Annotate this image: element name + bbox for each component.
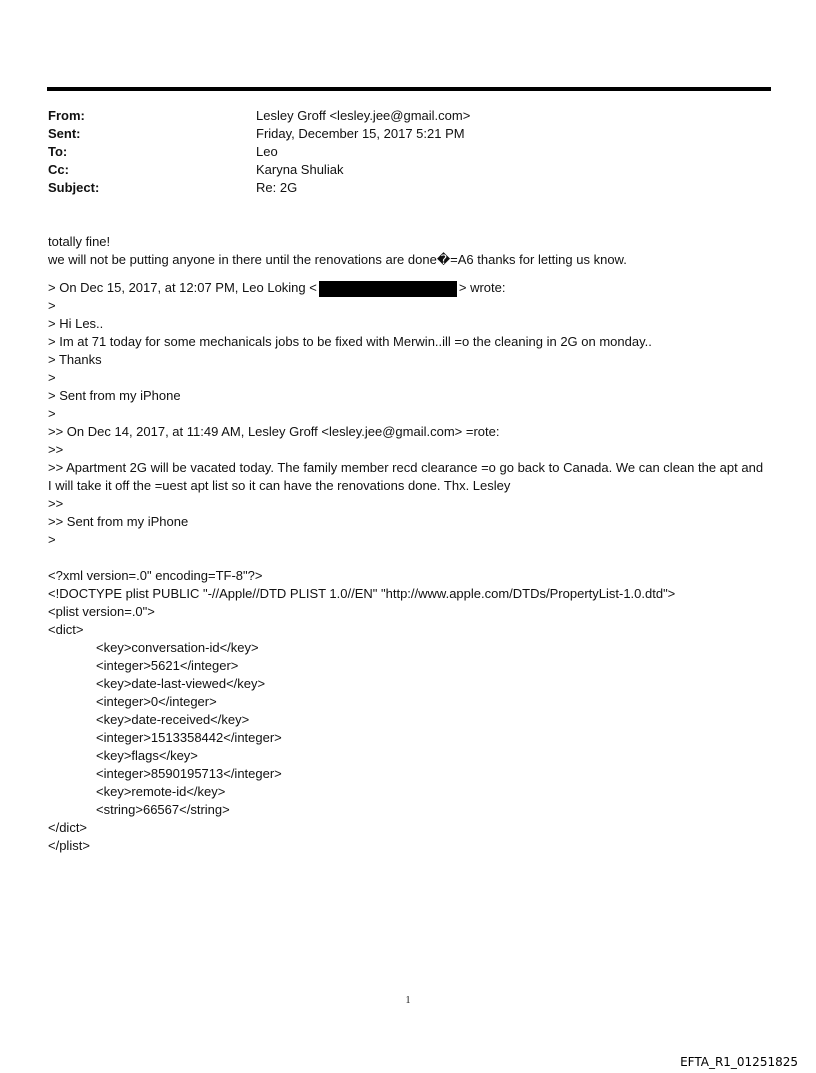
plist-line: <string>66567</string> xyxy=(96,802,230,817)
quote-header xyxy=(48,279,768,297)
quote-line: > Hi Les.. xyxy=(48,316,104,331)
plist-line: <!DOCTYPE plist PUBLIC "-//Apple//DTD PLIST 1.0//EN" "http://www.apple.com/DTDs/PropertyList-1.0.dtd"> xyxy=(48,586,676,601)
plist-line: <dict> xyxy=(48,622,84,637)
header-label: Subject: xyxy=(48,180,100,195)
plist-line: <key>flags</key> xyxy=(96,748,198,763)
quote-line: >> Sent from my iPhone xyxy=(48,514,189,529)
header-label: Cc: xyxy=(48,162,69,177)
body-line: we will not be putting anyone in there until the renovations are done�=A6 thanks for letting us know. xyxy=(48,252,627,267)
header-sent xyxy=(48,125,768,143)
quote-header-pre: > On Dec 15, 2017, at 12:07 PM, Leo Loking < xyxy=(48,280,317,295)
header-from xyxy=(48,107,768,125)
plist-line: </plist> xyxy=(48,838,90,853)
quote-line: > xyxy=(48,532,56,547)
header-subject xyxy=(48,179,768,197)
header-value: Friday, December 15, 2017 5:21 PM xyxy=(256,126,465,141)
header-label: To: xyxy=(48,144,68,159)
body-line: totally fine! xyxy=(48,234,111,249)
plist-line: <key>date-last-viewed</key> xyxy=(96,676,266,691)
document-id: EFTA_R1_01251825 xyxy=(680,1055,798,1069)
header-label: From: xyxy=(48,108,85,123)
email-headers xyxy=(48,107,768,197)
header-value: Karyna Shuliak xyxy=(256,162,344,177)
quote-line: > Sent from my iPhone xyxy=(48,388,181,403)
quote-line: > xyxy=(48,370,56,385)
email-body xyxy=(48,233,768,855)
plist-line: <integer>1513358442</integer> xyxy=(96,730,282,745)
quote-line: > xyxy=(48,406,56,421)
header-label: Sent: xyxy=(48,126,81,141)
page-number: 1 xyxy=(405,995,411,1006)
header-value: Lesley Groff <lesley.jee@gmail.com> xyxy=(256,108,471,123)
plist-line: <integer>0</integer> xyxy=(96,694,217,709)
quote-line: > xyxy=(48,298,56,313)
plist-line: <?xml version=.0" encoding=TF-8"?> xyxy=(48,568,263,583)
plist-line: <plist version=.0"> xyxy=(48,604,155,619)
header-rule xyxy=(47,87,771,91)
quote-line: > Im at 71 today for some mechanicals jobs to be fixed with Merwin..ill =o the cleaning in 2G on monday.. xyxy=(48,334,652,349)
quote-line: >> xyxy=(48,442,64,457)
plist-line: <key>remote-id</key> xyxy=(96,784,226,799)
quote-line: >> On Dec 14, 2017, at 11:49 AM, Lesley Groff <lesley.jee@gmail.com> =rote: xyxy=(48,424,500,439)
quote-line: >> Apartment 2G will be vacated today. The family member recd clearance =o go back to Canada. We can clean the apt and I will take it off the =uest apt list so it can have the renovations done. Thx. Lesley xyxy=(48,460,764,493)
plist-line: <integer>8590195713</integer> xyxy=(96,766,282,781)
plist-line: <key>conversation-id</key> xyxy=(96,640,259,655)
quote-line: > Thanks xyxy=(48,352,102,367)
plist-line: <integer>5621</integer> xyxy=(96,658,239,673)
header-cc xyxy=(48,161,768,179)
header-to xyxy=(48,143,768,161)
quote-header-post: > wrote: xyxy=(458,280,506,295)
quote-line: >> xyxy=(48,496,64,511)
redaction-bar xyxy=(319,281,457,297)
plist-line: </dict> xyxy=(48,820,88,835)
plist-line: <key>date-received</key> xyxy=(96,712,250,727)
header-value: Re: 2G xyxy=(256,180,298,195)
header-value: Leo xyxy=(256,144,278,159)
